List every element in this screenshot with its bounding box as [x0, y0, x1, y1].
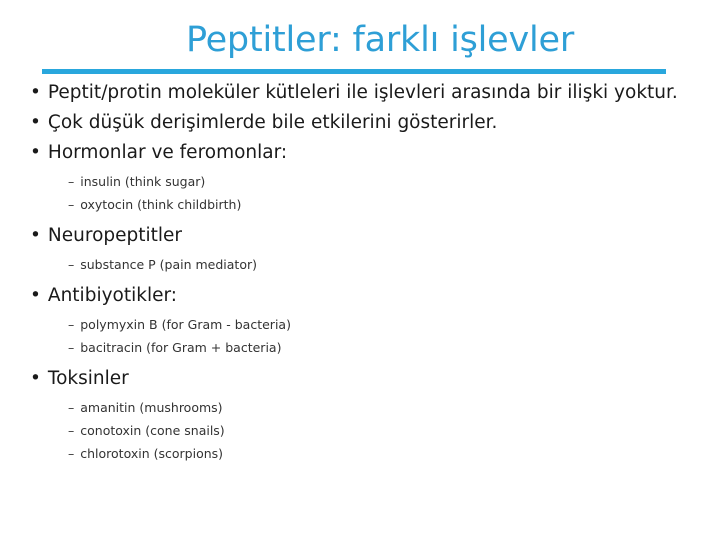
bullet-item: [30, 281, 680, 311]
bullet-item: [30, 221, 680, 251]
sub-list: [30, 313, 680, 359]
bullet-text: Çok düşük derişimlerde bile etkilerini gösterirler.: [47, 112, 498, 133]
sub-text: polymyxin B (for Gram - bacteria): [80, 317, 291, 332]
sub-text: bacitracin (for Gram + bacteria): [80, 340, 282, 355]
dash-glyph: –: [68, 423, 75, 438]
sub-text: chlorotoxin (scorpions): [80, 446, 224, 461]
bullet-item: [30, 78, 680, 108]
dash-glyph: –: [68, 257, 75, 272]
sub-text: conotoxin (cone snails): [80, 423, 225, 438]
sub-item: [68, 313, 680, 336]
sub-item: [68, 193, 680, 216]
bullet-glyph: •: [30, 285, 41, 306]
dash-glyph: –: [68, 340, 75, 355]
sub-list: [30, 170, 680, 216]
bullet-text: Antibiyotikler:: [47, 285, 177, 306]
sub-list: [30, 253, 680, 276]
bullet-list: [30, 78, 680, 470]
bullet-text: Toksinler: [47, 368, 129, 389]
dash-glyph: –: [68, 446, 75, 461]
sub-item: [68, 419, 680, 442]
bullet-item: [30, 364, 680, 394]
bullet-glyph: •: [30, 368, 41, 389]
sub-text: oxytocin (think childbirth): [80, 197, 242, 212]
sub-item: [68, 170, 680, 193]
bullet-glyph: •: [30, 225, 41, 246]
bullet-text: Peptit/protin moleküler kütleleri ile işlevleri arasında bir ilişki yoktur.: [47, 82, 678, 103]
title-underline: [42, 69, 666, 74]
dash-glyph: –: [68, 174, 75, 189]
bullet-item: [30, 108, 680, 138]
sub-item: [68, 396, 680, 419]
sub-text: substance P (pain mediator): [80, 257, 258, 272]
bullet-text: Hormonlar ve feromonlar:: [47, 142, 288, 163]
dash-glyph: –: [68, 400, 75, 415]
sub-text: insulin (think sugar): [80, 174, 206, 189]
bullet-glyph: •: [30, 112, 41, 133]
sub-item: [68, 253, 680, 276]
dash-glyph: –: [68, 197, 75, 212]
sub-text: amanitin (mushrooms): [80, 400, 223, 415]
bullet-glyph: •: [30, 142, 41, 163]
bullet-text: Neuropeptitler: [47, 225, 183, 246]
bullet-item: [30, 138, 680, 168]
dash-glyph: –: [68, 317, 75, 332]
sub-list: [30, 396, 680, 465]
sub-item: [68, 442, 680, 465]
sub-item: [68, 336, 680, 359]
slide-title: Peptitler: farklı işlevler: [185, 20, 575, 60]
bullet-glyph: •: [30, 82, 41, 103]
